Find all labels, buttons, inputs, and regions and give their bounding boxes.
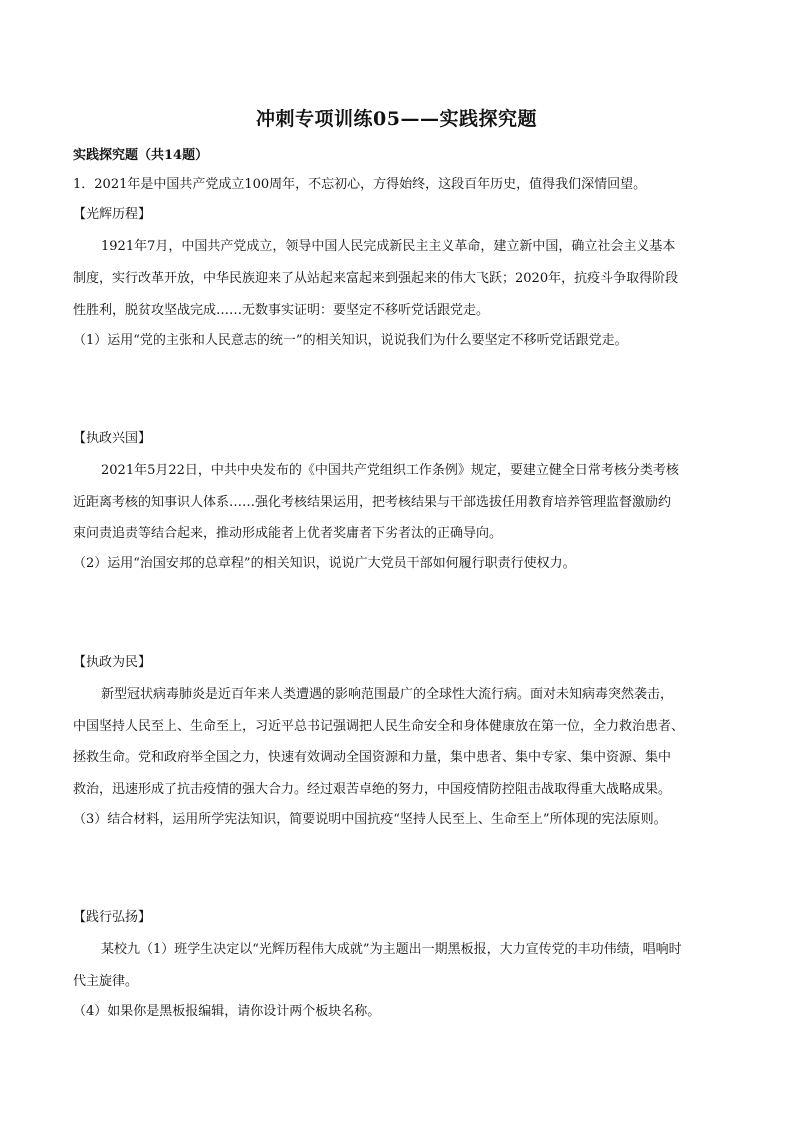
material-line: 束问责追责等结合起来，推动形成能者上优者奖庸者下劣者汰的正确导向。: [73, 526, 503, 541]
material-line: 制度，实行改革开放，中华民族迎来了从站起来富起来到强起来的伟大飞跃；2020年，抗疫斗争取得阶段: [73, 271, 679, 286]
material-line: 性胜利，脱贫攻坚战完成……无数事实证明：要坚定不移听党话跟党走。: [73, 303, 490, 318]
material-line: 近距离考核的知事识人体系……强化考核结果运用，把考核结果与干部选拔任用教育培养管理监督激励约: [73, 495, 672, 510]
material-line: 中国坚持人民至上、生命至上，习近平总书记强调把人民生命安全和身体健康放在第一位，全力救治患者、: [73, 719, 685, 734]
question-4: （4）如果你是黑板报编辑，请你设计两个板块名称。: [73, 1004, 381, 1019]
material-line: 代主旋律。: [73, 974, 139, 989]
material-line: 救治，迅速形成了抗击疫情的强大合力。经过艰苦卓绝的努力，中国疫情防控阻击战取得重大战略成果。: [73, 782, 672, 797]
question-3: （3）结合材料，运用所学宪法知识，简要说明中国抗疫“坚持人民至上、生命至上”所体现的宪法原则。: [73, 812, 667, 827]
material-line: 1921年7月，中国共产党成立，领导中国人民完成新民主主义革命，建立新中国，确立社会主义基本: [101, 239, 676, 254]
material-line: 拯救生命。党和政府举全国之力，快速有效调动全国资源和力量，集中患者、集中专家、集中资源、集中: [73, 750, 672, 765]
block-heading-governing-country: 【执政兴国】: [73, 431, 152, 446]
material-line: 某校九（1）班学生决定以“光辉历程伟大成就”为主题出一期黑板报，大力宣传党的丰功伟绩，唱响时: [101, 942, 682, 957]
document-title: 冲刺专项训练05——实践探究题: [256, 108, 537, 130]
block-heading-glorious-history: 【光辉历程】: [73, 207, 152, 222]
material-line: 2021年5月22日，中共中央发布的《中国共产党组织工作条例》规定，要建立健全日常考核分类考核: [101, 463, 679, 478]
question-intro: 1．2021年是中国共产党成立100周年，不忘初心，方得始终，这段百年历史，值得我们深情回望。: [73, 177, 647, 192]
block-heading-practice-promote: 【践行弘扬】: [73, 910, 152, 925]
section-heading: 实践探究题（共14题）: [73, 148, 209, 163]
question-2: （2）运用“治国安邦的总章程”的相关知识，说说广大党员干部如何履行职责行使权力。: [73, 556, 576, 571]
question-1: （1）运用“党的主张和人民意志的统一”的相关知识，说说我们为什么要坚定不移听党话跟党走。: [73, 333, 628, 348]
material-line: 新型冠状病毒肺炎是近百年来人类遭遇的影响范围最广的全球性大流行病。面对未知病毒突然袭击，: [101, 687, 674, 702]
block-heading-governing-for-people: 【执政为民】: [73, 655, 152, 670]
